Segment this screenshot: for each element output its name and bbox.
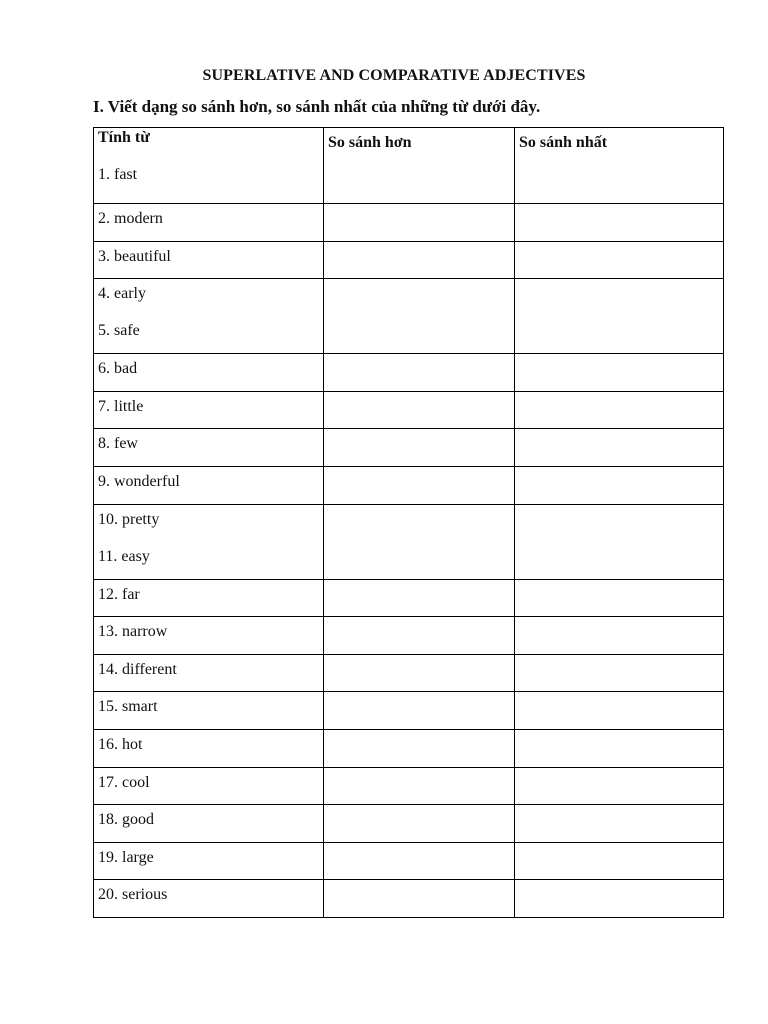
superlative-answer-cell[interactable] bbox=[515, 579, 724, 617]
item-label: 18. good bbox=[98, 811, 154, 829]
superlative-answer-cell[interactable] bbox=[515, 354, 724, 392]
item-label: 6. bad bbox=[98, 360, 138, 378]
adjective-cell bbox=[94, 504, 324, 579]
item-label: 2. modern bbox=[98, 210, 163, 227]
table-row bbox=[94, 504, 724, 579]
comparative-answer-cell[interactable] bbox=[324, 204, 515, 242]
item-label: 1. fast bbox=[98, 166, 138, 183]
item-label: 15. smart bbox=[98, 698, 158, 716]
superlative-answer-cell[interactable] bbox=[515, 692, 724, 730]
table-row bbox=[94, 391, 724, 429]
table-row bbox=[94, 880, 724, 918]
table-row bbox=[94, 654, 724, 692]
table-row bbox=[94, 805, 724, 843]
adjective-cell bbox=[94, 842, 324, 880]
superlative-answer-cell[interactable] bbox=[515, 504, 724, 579]
adjective-cell bbox=[94, 466, 324, 504]
table-row bbox=[94, 466, 724, 504]
item-label: 11. easy bbox=[98, 547, 150, 565]
header-comparative: So sánh hơn bbox=[328, 134, 412, 151]
item-label: 20. serious bbox=[98, 886, 168, 904]
adjective-cell bbox=[94, 241, 324, 279]
table-row bbox=[94, 429, 724, 467]
adjective-cell bbox=[94, 654, 324, 692]
comparative-answer-cell[interactable] bbox=[324, 354, 515, 392]
adjectives-table bbox=[93, 127, 724, 918]
worksheet-title: SUPERLATIVE AND COMPARATIVE ADJECTIVES bbox=[202, 67, 586, 84]
table-row bbox=[94, 692, 724, 730]
adjective-cell bbox=[94, 279, 324, 354]
item-label: 8. few bbox=[98, 435, 138, 453]
adjective-cell bbox=[94, 805, 324, 843]
adjective-cell bbox=[94, 880, 324, 918]
comparative-answer-cell[interactable] bbox=[324, 466, 515, 504]
item-label: 17. cool bbox=[98, 773, 150, 791]
superlative-answer-cell[interactable] bbox=[515, 279, 724, 354]
table-row bbox=[94, 279, 724, 354]
comparative-answer-cell[interactable] bbox=[324, 880, 515, 918]
superlative-answer-cell[interactable] bbox=[515, 429, 724, 467]
superlative-answer-cell[interactable] bbox=[515, 391, 724, 429]
header-adjective: Tính từ bbox=[98, 129, 150, 146]
adjective-cell bbox=[94, 429, 324, 467]
superlative-answer-cell[interactable] bbox=[515, 729, 724, 767]
table-header-row bbox=[94, 128, 724, 204]
superlative-answer-cell[interactable] bbox=[515, 767, 724, 805]
item-label: 4. early bbox=[98, 285, 146, 303]
table-row bbox=[94, 842, 724, 880]
header-superlative: So sánh nhất bbox=[519, 134, 608, 151]
comparative-answer-cell[interactable] bbox=[324, 617, 515, 655]
comparative-answer-cell[interactable] bbox=[324, 579, 515, 617]
adjective-cell bbox=[94, 729, 324, 767]
comparative-answer-cell[interactable] bbox=[324, 729, 515, 767]
item-label: 19. large bbox=[98, 848, 154, 866]
item-label: 16. hot bbox=[98, 735, 143, 753]
table-row bbox=[94, 729, 724, 767]
comparative-answer-cell[interactable] bbox=[324, 805, 515, 843]
table-row bbox=[94, 617, 724, 655]
table-row bbox=[94, 579, 724, 617]
superlative-answer-cell[interactable] bbox=[515, 880, 724, 918]
superlative-answer-cell[interactable] bbox=[515, 805, 724, 843]
item-label: 9. wonderful bbox=[98, 472, 180, 490]
table-row bbox=[94, 354, 724, 392]
superlative-answer-cell[interactable] bbox=[515, 466, 724, 504]
comparative-answer-cell[interactable] bbox=[324, 654, 515, 692]
adjective-cell bbox=[94, 354, 324, 392]
item-label: 14. different bbox=[98, 660, 177, 678]
comparative-answer-cell[interactable] bbox=[324, 391, 515, 429]
superlative-answer-cell[interactable] bbox=[515, 241, 724, 279]
adjective-cell bbox=[94, 617, 324, 655]
adjective-cell bbox=[94, 204, 324, 242]
table-row bbox=[94, 241, 724, 279]
comparative-answer-cell[interactable] bbox=[324, 279, 515, 354]
comparative-answer-cell[interactable] bbox=[324, 842, 515, 880]
item-label: 12. far bbox=[98, 585, 140, 603]
header-adjective-cell bbox=[94, 128, 324, 204]
header-comparative-cell bbox=[324, 128, 515, 204]
comparative-answer-cell[interactable] bbox=[324, 504, 515, 579]
adjective-cell bbox=[94, 579, 324, 617]
comparative-answer-cell[interactable] bbox=[324, 241, 515, 279]
exercise-instruction: I. Viết dạng so sánh hơn, so sánh nhất của những từ dưới đây. bbox=[93, 97, 541, 116]
superlative-answer-cell[interactable] bbox=[515, 654, 724, 692]
table-row bbox=[94, 767, 724, 805]
item-label: 5. safe bbox=[98, 322, 140, 340]
adjective-cell bbox=[94, 767, 324, 805]
comparative-answer-cell[interactable] bbox=[324, 767, 515, 805]
comparative-answer-cell[interactable] bbox=[324, 692, 515, 730]
item-label: 3. beautiful bbox=[98, 247, 171, 265]
adjective-cell bbox=[94, 391, 324, 429]
superlative-answer-cell[interactable] bbox=[515, 617, 724, 655]
item-label: 13. narrow bbox=[98, 623, 168, 641]
adjective-cell bbox=[94, 692, 324, 730]
superlative-answer-cell[interactable] bbox=[515, 204, 724, 242]
comparative-answer-cell[interactable] bbox=[324, 429, 515, 467]
table-row bbox=[94, 204, 724, 242]
superlative-answer-cell[interactable] bbox=[515, 842, 724, 880]
item-label: 10. pretty bbox=[98, 510, 160, 528]
header-superlative-cell bbox=[515, 128, 724, 204]
item-label: 7. little bbox=[98, 397, 144, 415]
